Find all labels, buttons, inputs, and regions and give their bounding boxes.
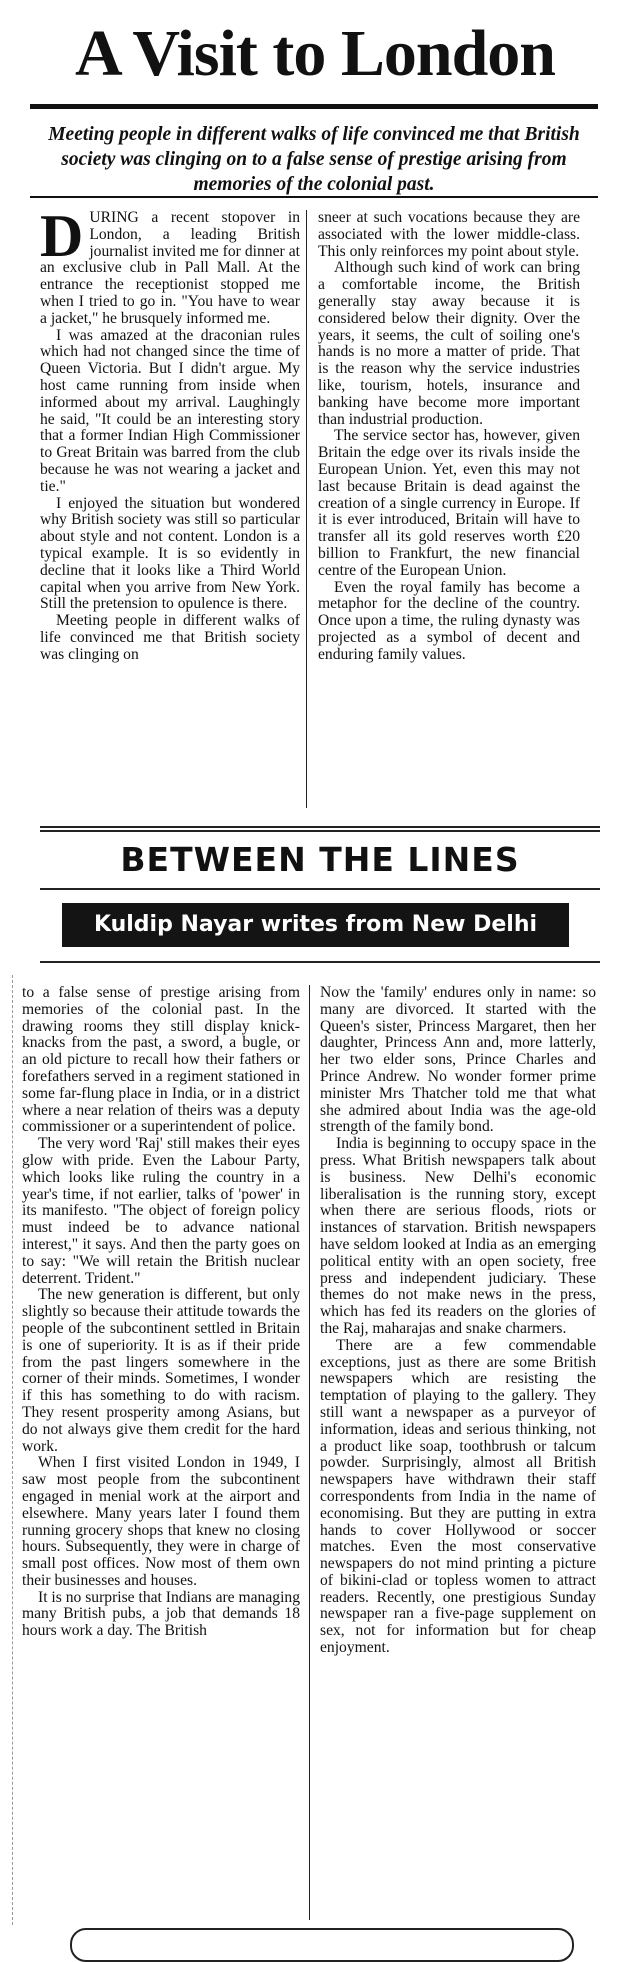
paragraph: The service sector has, however, given Britain the edge over its rivals inside the European Union. Yet, even this may not last because Britain is dead against the creation of a single currency in Europe. If it is ever introduced, Britain will have to transfer all its gold reserves worth £20 billion to Frankfurt, the new financial centre of the European Union. [318,427,580,579]
headline-rule [30,104,598,109]
column-divider [309,985,310,1920]
article-column-3 [22,985,300,1640]
byline: Kuldip Nayar writes from New Delhi [62,903,569,947]
paragraph-text: URING a recent stopover in London, a leading British journalist invited me for dinner at an exclusive club in Pall Mall. At the entrance the receptionist stopped me when I tried to go in. "You have to wear a jacket," he brusquely informed me. [40,209,300,327]
column-label: BETWEEN THE LINES [120,840,520,879]
paragraph: When I first visited London in 1949, I saw most people from the subcontinent engaged in menial work at the airport and elsewhere. Many years later I found them running grocery shops that knew no closing hours. Subsequently, they were in charge of small post offices. Now most of them own their businesses and houses. [22,1454,300,1589]
article-column-4 [320,985,596,1657]
paragraph: It is no surprise that Indians are managing many British pubs, a job that demands 18 hours work a day. The British [22,1588,300,1640]
paragraph: I was amazed at the draconian rules which had not changed since the time of Queen Victoria. But I didn't argue. My host came running from inside when informed about my arrival. Laughingly he said, "It could be an interesting story that a former Indian High Commissioner to Great Britain was barred from the club because he was not wearing a jacket and tie." [40,326,300,495]
paragraph: I enjoyed the situation but wondered why British society was still so particular about style and not content. London is a typical example. It is so evidently in decline that it looks like a Third World capital when you arrive from New York. Still the pretension to opulence is there. [40,494,300,613]
article-column-2 [318,210,580,664]
standfirst-rule [30,196,598,198]
paragraph: There are a few commendable exceptions, just as there are some British newspapers which are resisting the temptation of playing to the gallery. They still want a newspaper as a purveyor of information, ideas and serious thinking, not a product like soap, toothbrush or talcum powder. Surprisingly, almost all British newspapers have withdrawn their staff correspondents from India in the name of economising. But they are putting in extra hands to cover Hollywood or soccer matches. Even the most conservative newspapers do not mind printing a picture of bikini-clad or topless women to attract readers. Recently, one prestigious Sunday newspaper ran a five-page supplement on sex, not for information but for cheap enjoyment. [320,1336,596,1657]
column-divider [306,210,307,808]
standfirst: Meeting people in different walks of life convinced me that British society was clinging on to a false sense of prestige arising from memories of the colonial past. [48,124,580,195]
paragraph: India is beginning to occupy space in the press. What British newspapers talk about is business. New Delhi's economic liberalisation is the running story, except when there are serious floods, riots or instances of starvation. British newspapers have seldom looked at India as an emerging political entity with an open society, free press and independent judiciary. These themes do not make news in the press, which has fed its readers on the glories of the Raj, maharajas and snake charmers. [320,1135,596,1337]
bottom-frame [70,1928,574,1962]
paragraph: to a false sense of prestige arising from memories of the colonial past. In the drawing rooms they still display knick-knacks from the past, a sword, a bugle, or an old picture to recall how their fathers or forefathers served in a regiment stationed in some far-flung place in India, or in a district where a near relation of theirs was a deputy commissioner or a superintendent of police. [22,984,300,1136]
band-rule-bottom [40,888,600,890]
article-column-1 [40,203,300,664]
paragraph: Now the 'family' endures only in name: so many are divorced. It started with the Queen's sister, Princess Margaret, then her daughter, Princess Ann and, more latterly, her two elder sons, Prince Charles and Prince Andrew. No wonder former prime minister Mrs Thatcher told me that what she admired about India was the age-old strength of the family bond. [320,984,596,1136]
drop-cap: D [40,203,84,269]
band-rule-lower [40,961,600,963]
paragraph [40,203,300,328]
page-gutter [0,975,13,1925]
paragraph: Although such kind of work can bring a comfortable income, the British generally stay away because it is considered below their dignity. Over the years, it seems, the cult of soiling one's hands is no more a matter of pride. That is the reason why the service industries like, tourism, hotels, insurance and banking have become more important than industrial production. [318,259,580,428]
paragraph: The new generation is different, but only slightly so because their attitude towards the people of the subcontinent settled in Britain is one of superiority. It is as if their pride from the past lingers somewhere in the corner of their minds. Sometimes, I wonder if this has something to do with racism. They resent prosperity among Asians, but do not always give them credit for the hard work. [22,1286,300,1455]
paragraph: sneer at such vocations because they are associated with the lower middle-class. This only reinforces my point about style. [318,209,580,260]
band-rule-top-2 [40,830,600,832]
paragraph: Meeting people in different walks of life convinced me that British society was clinging on [40,612,300,663]
headline: A Visit to London [75,17,555,90]
paragraph: Even the royal family has become a metaphor for the decline of the country. Once upon a time, the ruling dynasty was projected as a symbol of decent and enduring family values. [318,578,580,663]
band-rule-top [40,826,600,828]
paragraph: The very word 'Raj' still makes their eyes glow with pride. Even the Labour Party, which looks like ruling the country in a year's time, if not earlier, talks of 'power' in its manifesto. "The object of foreign policy must indeed be to advance national interest," it says. And then the party goes on to say: "We will retain the British nuclear deterrent. Trident." [22,1135,300,1287]
